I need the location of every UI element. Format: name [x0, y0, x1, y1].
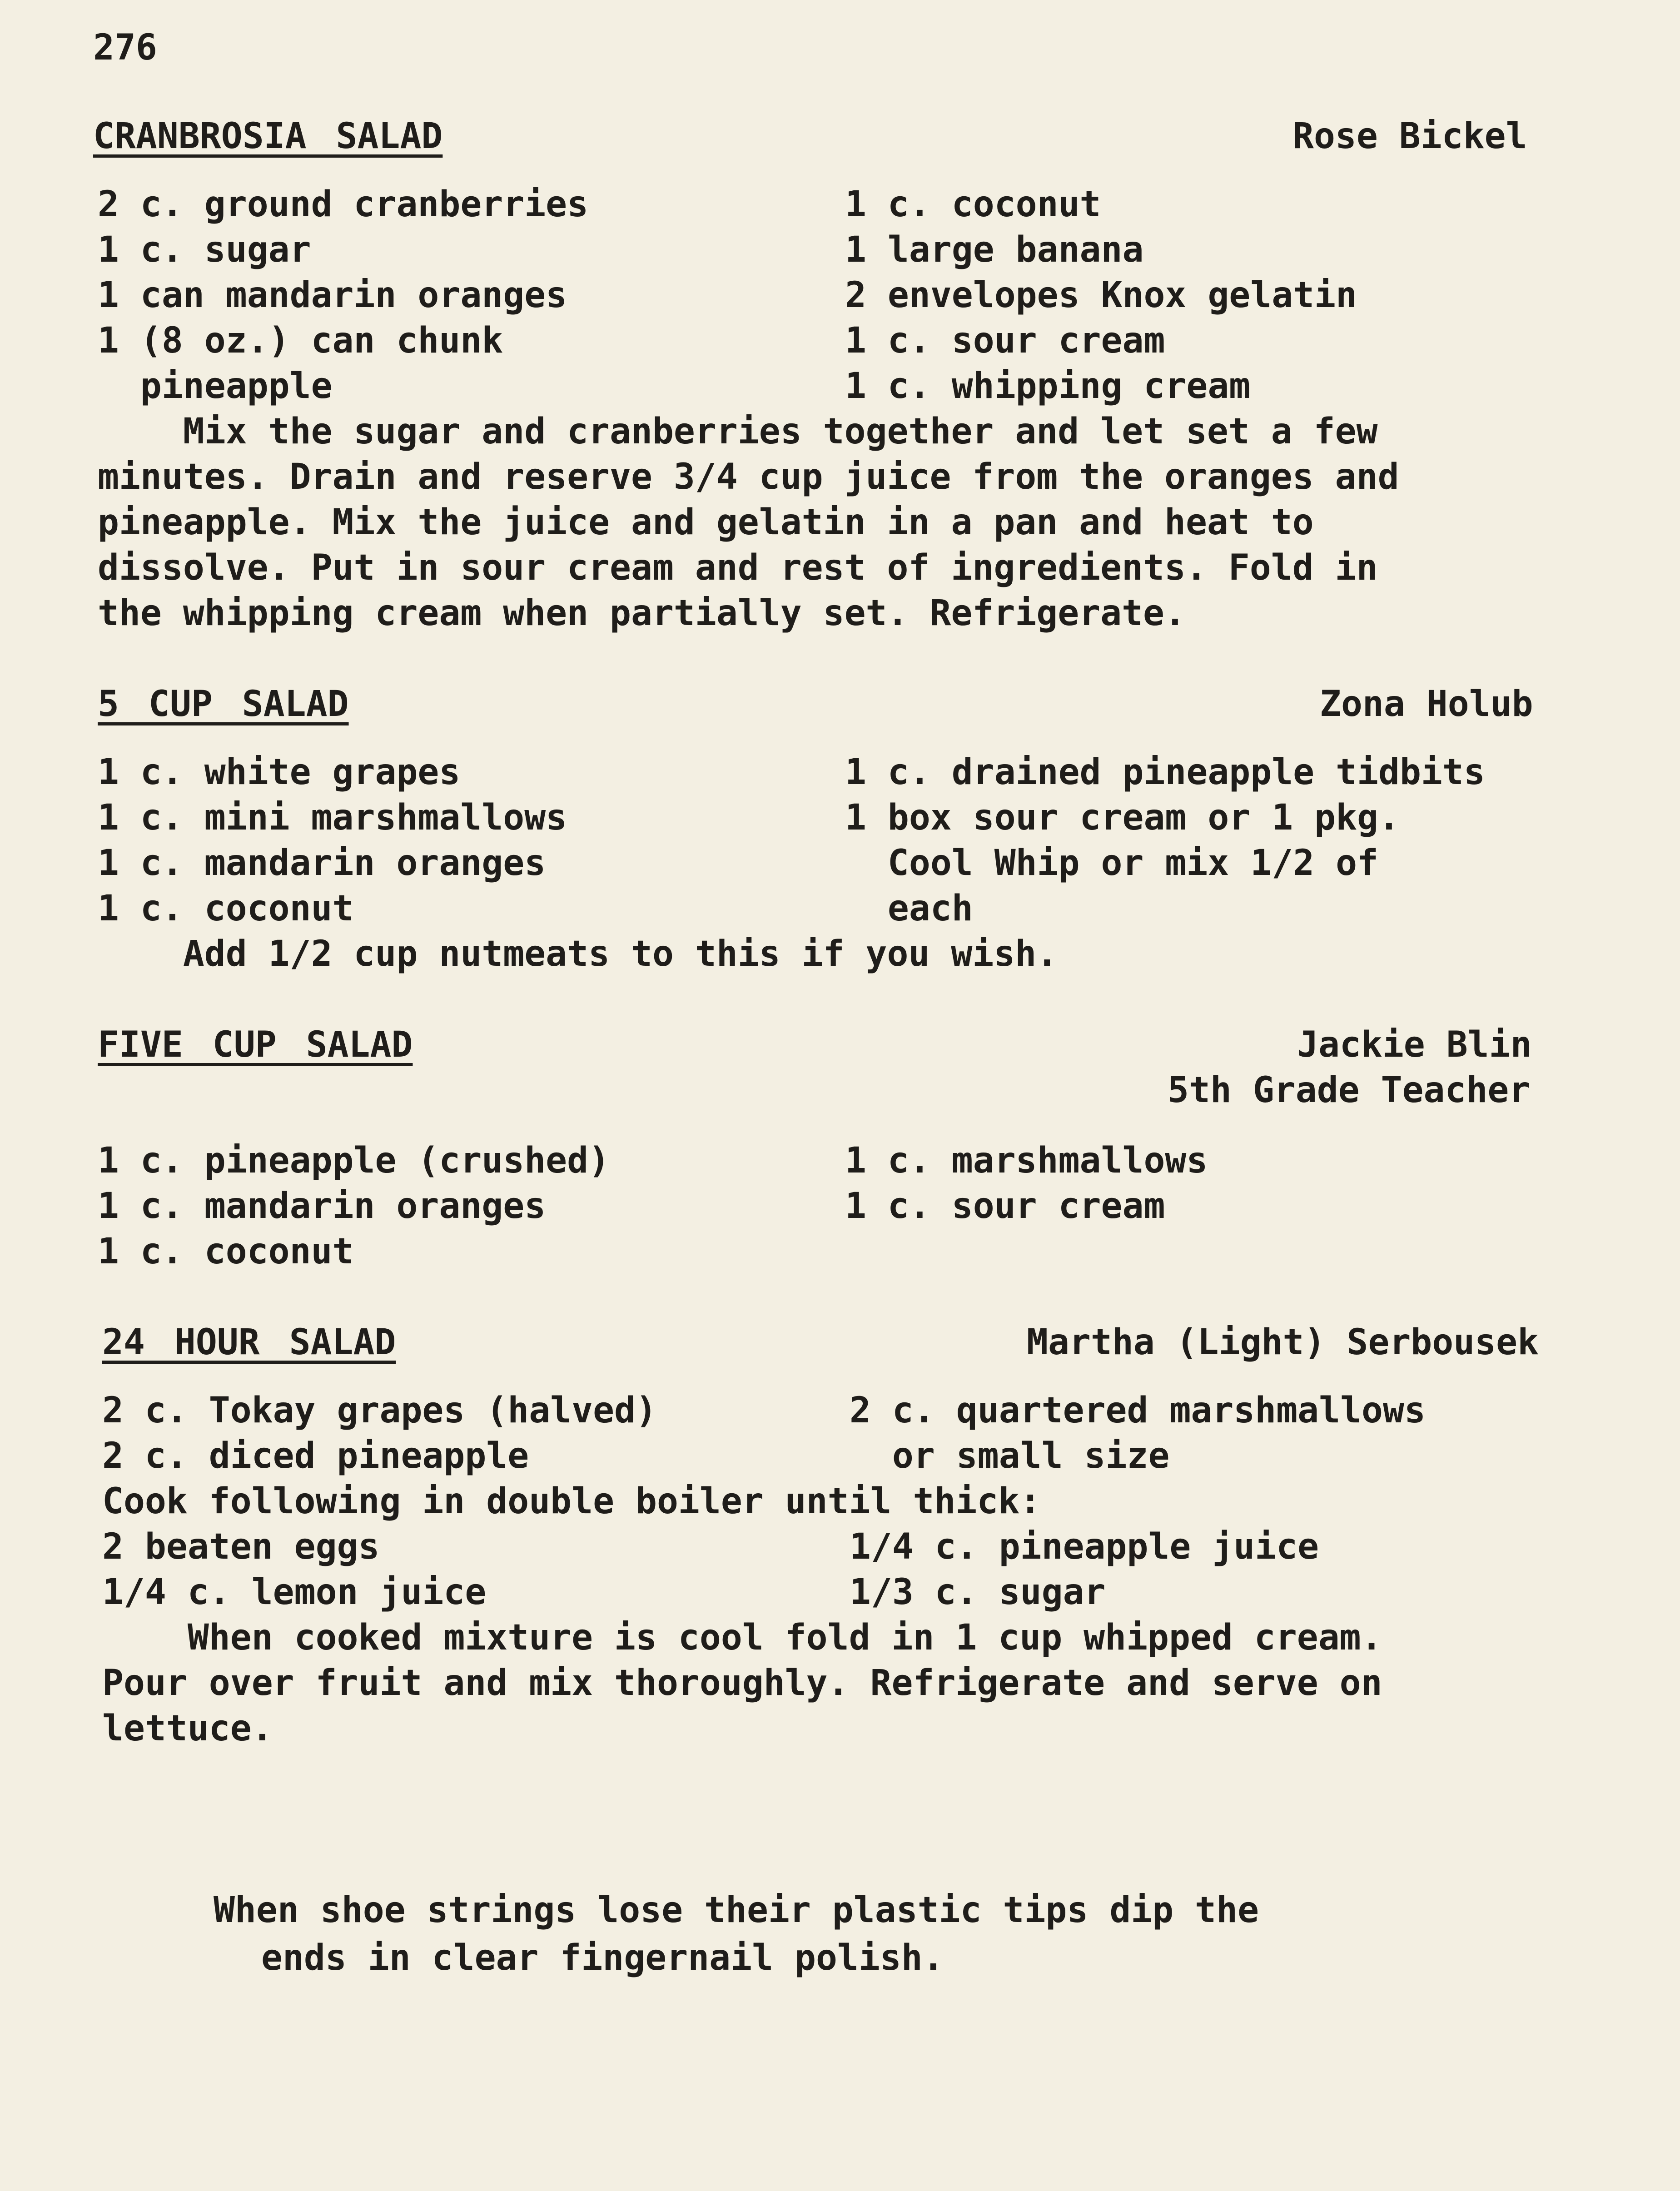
ingredient-left: 1 c. pineapple (crushed) [98, 1140, 610, 1181]
ingredient-left: 1 c. coconut [98, 888, 354, 929]
direction-line: lettuce. [102, 1708, 273, 1749]
ingredient-left: 1 (8 oz.) can chunk [98, 320, 503, 361]
ingredient-left: 1 c. sugar [98, 229, 311, 270]
ingredient-right: 1 c. drained pineapple tidbits [845, 752, 1485, 793]
direction-line: dissolve. Put in sour cream and rest of ingredients. Fold in [98, 547, 1378, 588]
ingredient-left: 2 c. diced pineapple [102, 1436, 529, 1476]
ingredient-left: 2 c. ground cranberries [98, 184, 589, 225]
ingredient-right: 2 envelopes Knox gelatin [845, 275, 1357, 316]
ingredient-left: 1 c. white grapes [98, 752, 461, 793]
page-number: 276 [93, 27, 157, 68]
ingredient-left: 1 c. coconut [98, 1231, 354, 1272]
recipe-author: Zona Holub [1320, 684, 1533, 725]
direction-line: minutes. Drain and reserve 3/4 cup juice from the oranges and [98, 457, 1399, 497]
cook-ingredient-right: 1/3 c. sugar [850, 1572, 1106, 1613]
direction-line: When cooked mixture is cool fold in 1 cup whipped cream. [102, 1617, 1382, 1658]
ingredient-left: pineapple [98, 366, 333, 407]
direction-line: Add 1/2 cup nutmeats to this if you wish. [98, 934, 1058, 974]
ingredient-right: 1 box sour cream or 1 pkg. [845, 797, 1400, 838]
ingredient-right: 2 c. quartered marshmallows [850, 1390, 1426, 1431]
ingredient-left: 1 c. mandarin oranges [98, 843, 546, 884]
recipe-title: FIVE CUP SALAD [98, 1024, 413, 1065]
ingredient-right: 1 c. marshmallows [845, 1140, 1208, 1181]
recipe-title: 5 CUP SALAD [98, 684, 349, 725]
recipe-title: CRANBROSIA SALAD [93, 116, 443, 157]
direction-line: Mix the sugar and cranberries together and let set a few [98, 411, 1378, 452]
ingredient-right: each [845, 888, 973, 929]
ingredient-right: 1 c. sour cream [845, 1186, 1165, 1227]
tip-line: When shoe strings lose their plastic tips dip the [214, 1890, 1259, 1931]
ingredient-right: or small size [850, 1436, 1170, 1476]
recipe-title: 24 HOUR SALAD [102, 1322, 396, 1363]
cook-ingredient-left: 2 beaten eggs [102, 1526, 380, 1567]
ingredient-right: 1 c. whipping cream [845, 366, 1251, 407]
ingredient-left: 1 c. mini marshmallows [98, 797, 567, 838]
cook-ingredient-left: 1/4 c. lemon juice [102, 1572, 487, 1613]
ingredient-left: 1 can mandarin oranges [98, 275, 567, 316]
recipe-author: Martha (Light) Serbousek [1027, 1322, 1539, 1363]
direction-line: Pour over fruit and mix thoroughly. Refrigerate and serve on [102, 1663, 1382, 1704]
recipe-author: Rose Bickel [1292, 116, 1527, 157]
ingredient-right: Cool Whip or mix 1/2 of [845, 843, 1378, 884]
cook-note: Cook following in double boiler until thick: [102, 1481, 1041, 1522]
cook-ingredient-right: 1/4 c. pineapple juice [850, 1526, 1319, 1567]
direction-line: pineapple. Mix the juice and gelatin in a pan and heat to [98, 502, 1314, 543]
ingredient-right: 1 c. coconut [845, 184, 1101, 225]
ingredient-left: 2 c. Tokay grapes (halved) [102, 1390, 657, 1431]
ingredient-left: 1 c. mandarin oranges [98, 1186, 546, 1227]
recipe-author: Jackie Blin [1297, 1024, 1532, 1065]
ingredient-right: 1 c. sour cream [845, 320, 1165, 361]
direction-line: the whipping cream when partially set. Refrigerate. [98, 593, 1186, 634]
tip-line: ends in clear fingernail polish. [261, 1938, 944, 1978]
ingredient-right: 1 large banana [845, 229, 1144, 270]
recipe-author-note: 5th Grade Teacher [1168, 1070, 1531, 1111]
